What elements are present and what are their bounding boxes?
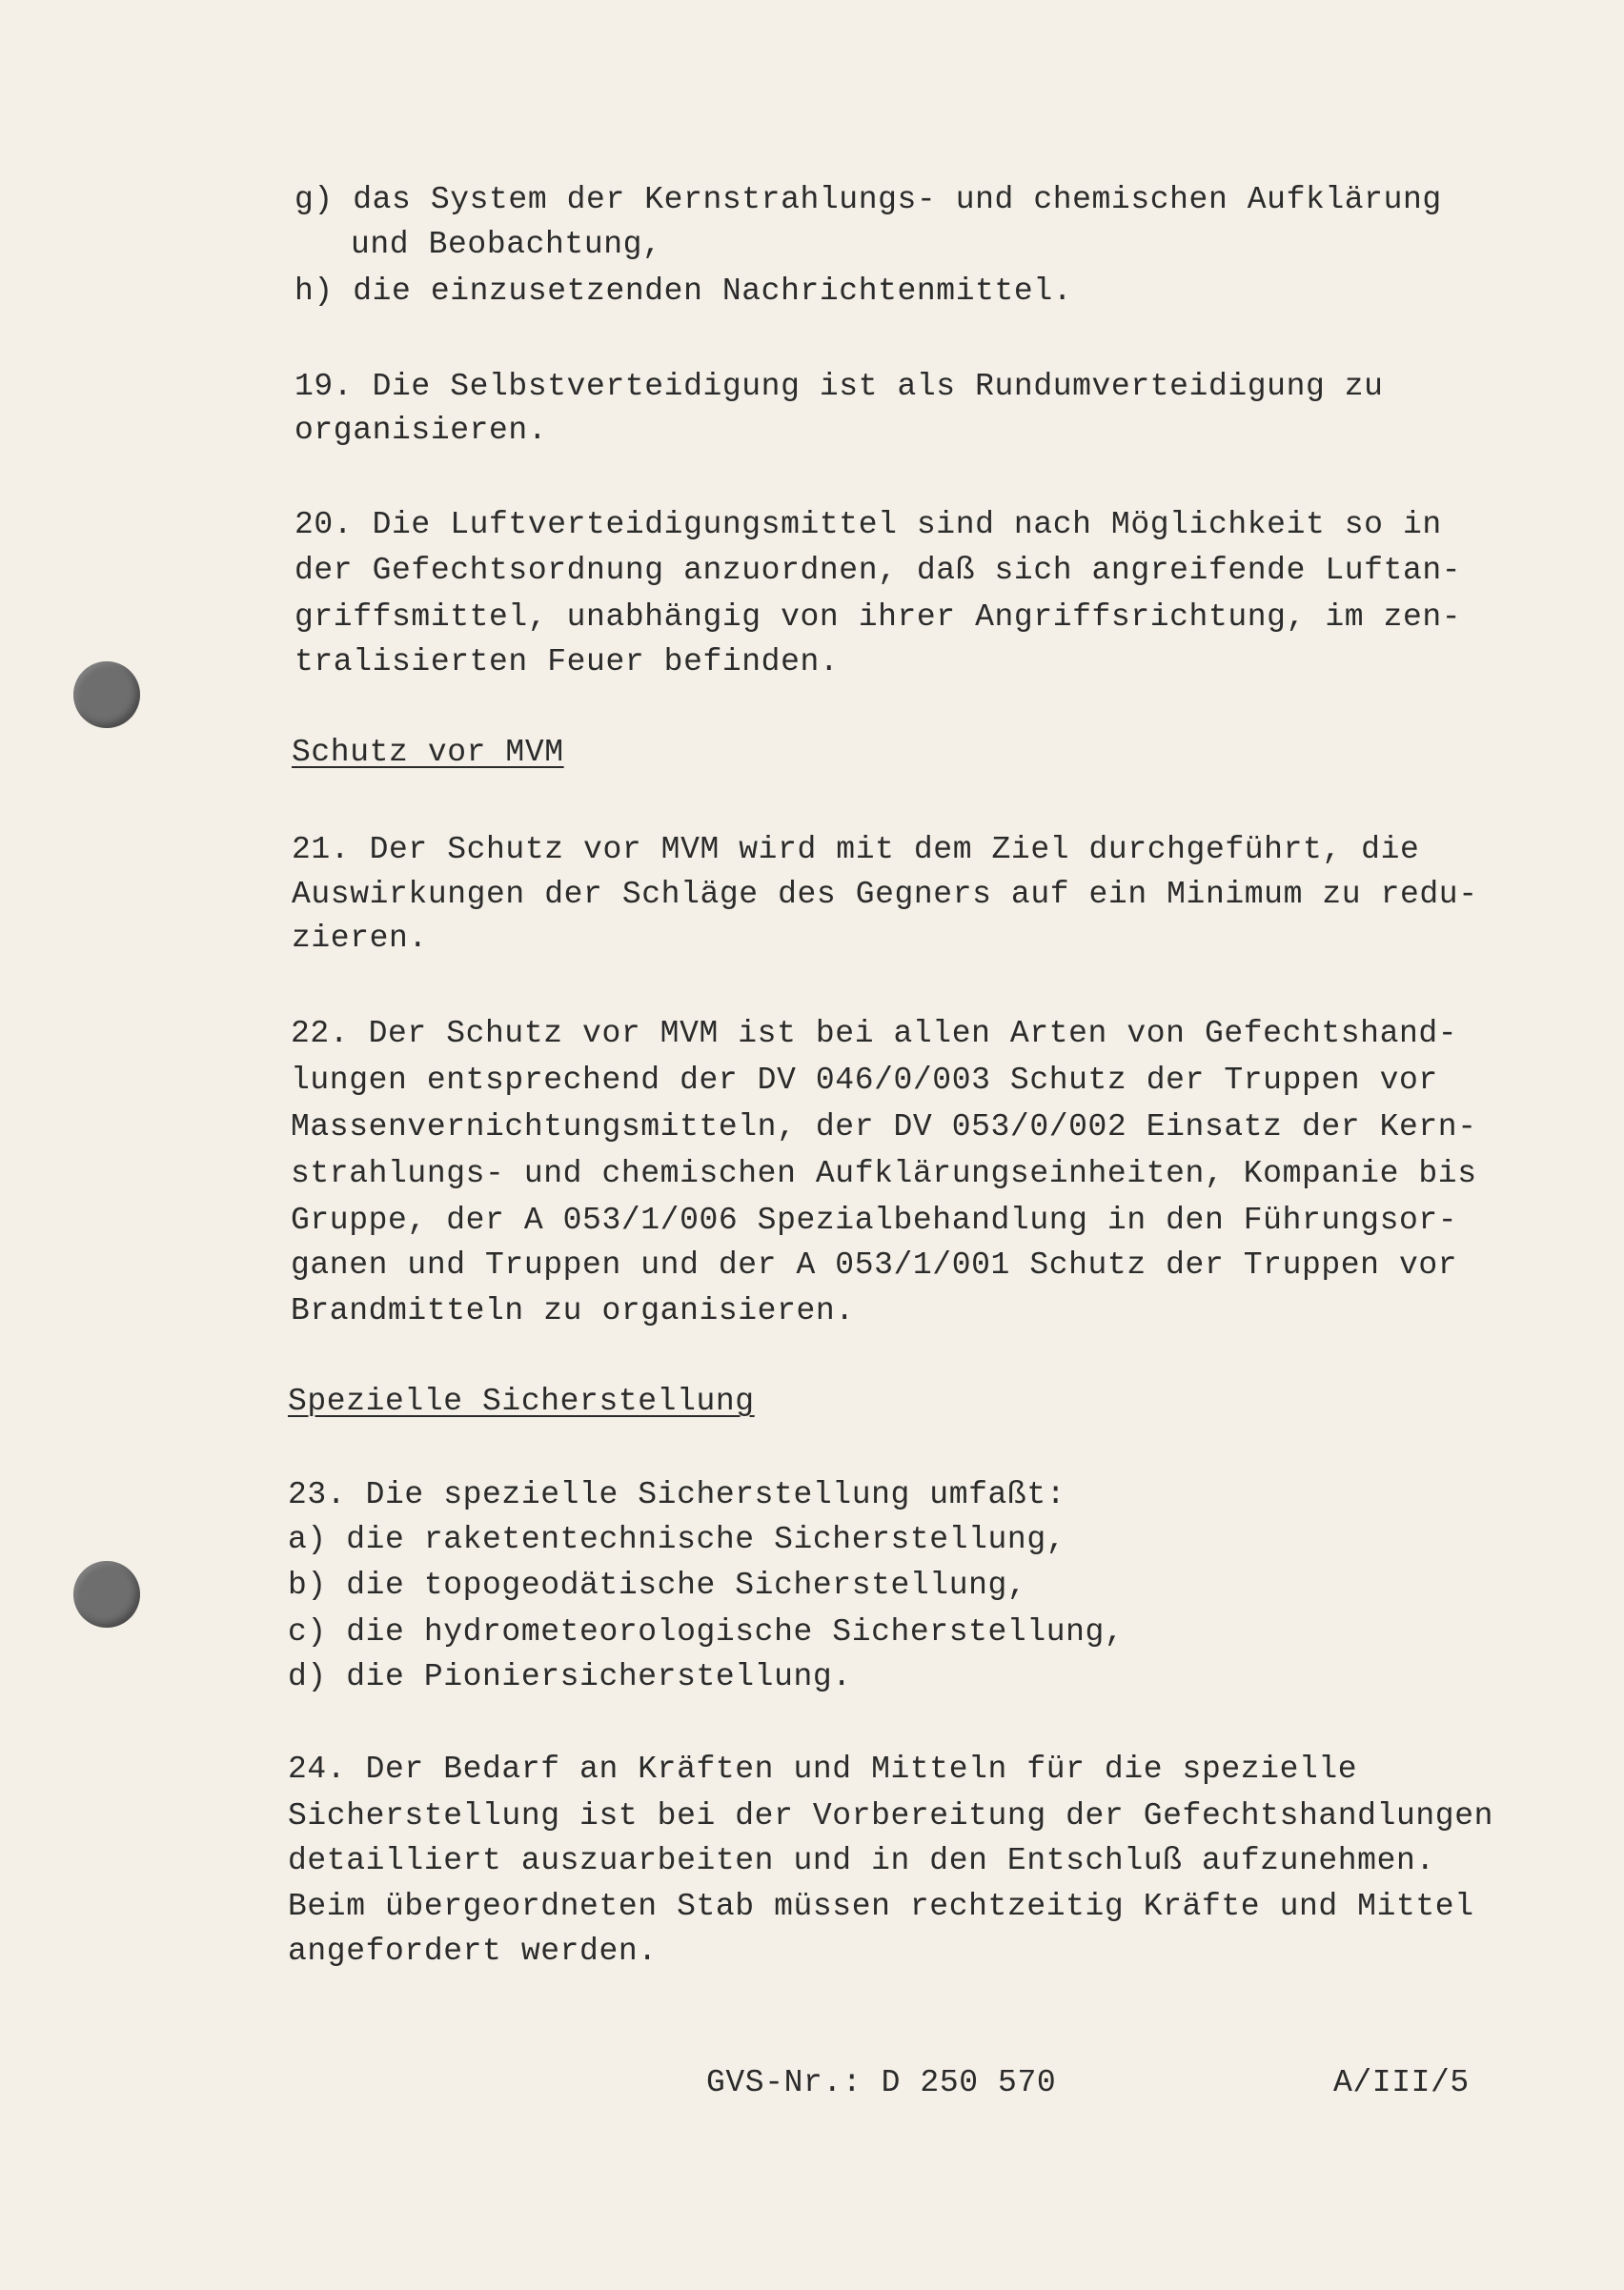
section-heading: Spezielle Sicherstellung (288, 1384, 755, 1419)
text-line: b) die topogeodätische Sicherstellung, (288, 1568, 1027, 1603)
text-line: Sicherstellung ist bei der Vorbereitung der Gefechtshandlungen (288, 1798, 1493, 1834)
text-line: Gruppe, der A 053/1/006 Spezialbehandlung in den Führungsor- (291, 1203, 1458, 1238)
text-line: 22. Der Schutz vor MVM ist bei allen Arten von Gefechtshand- (291, 1016, 1458, 1051)
text-line: der Gefechtsordnung anzuordnen, daß sich angreifende Luftan- (294, 553, 1462, 588)
punch-hole-top (73, 661, 140, 728)
text-line: organisieren. (294, 413, 548, 448)
text-line: 23. Die spezielle Sicherstellung umfaßt: (288, 1477, 1066, 1512)
section-heading: Schutz vor MVM (292, 735, 564, 770)
text-line: g) das System der Kernstrahlungs- und chemischen Aufklärung (294, 182, 1442, 217)
text-line: h) die einzusetzenden Nachrichtenmittel. (294, 274, 1073, 309)
text-line: tralisierten Feuer befinden. (294, 644, 840, 679)
text-line: 24. Der Bedarf an Kräften und Mitteln für die spezielle (288, 1752, 1358, 1787)
footer-document-number: GVS-Nr.: D 250 570 (706, 2065, 1057, 2100)
text-line: detailliert auszuarbeiten und in den Entschluß aufzunehmen. (288, 1843, 1435, 1878)
text-line: 19. Die Selbstverteidigung ist als Rundumverteidigung zu (294, 369, 1384, 404)
footer-page-ref: A/III/5 (1333, 2065, 1470, 2100)
text-line: d) die Pioniersicherstellung. (288, 1659, 852, 1694)
text-line: c) die hydrometeorologische Sicherstellung, (288, 1614, 1125, 1650)
text-line: Auswirkungen der Schläge des Gegners auf ein Minimum zu redu- (292, 877, 1478, 912)
text-line: angefordert werden. (288, 1934, 658, 1969)
text-line: strahlungs- und chemischen Aufklärungseinheiten, Kompanie bis (291, 1156, 1477, 1191)
text-line: ganen und Truppen und der A 053/1/001 Schutz der Truppen vor (291, 1247, 1458, 1283)
text-line: zieren. (292, 921, 428, 956)
text-line: und Beobachtung, (351, 227, 662, 262)
text-line: 20. Die Luftverteidigungsmittel sind nach Möglichkeit so in (294, 507, 1442, 542)
text-line: 21. Der Schutz vor MVM wird mit dem Ziel durchgeführt, die (292, 832, 1420, 867)
text-line: Brandmitteln zu organisieren. (291, 1293, 855, 1328)
text-line: griffsmittel, unabhängig von ihrer Angriffsrichtung, im zen- (294, 599, 1462, 635)
punch-hole-bottom (73, 1561, 140, 1628)
text-line: lungen entsprechend der DV 046/0/003 Schutz der Truppen vor (291, 1063, 1438, 1098)
text-line: Beim übergeordneten Stab müssen rechtzeitig Kräfte und Mittel (288, 1889, 1474, 1924)
text-line: Massenvernichtungsmitteln, der DV 053/0/002 Einsatz der Kern- (291, 1109, 1477, 1145)
text-line: a) die raketentechnische Sicherstellung, (288, 1522, 1066, 1557)
